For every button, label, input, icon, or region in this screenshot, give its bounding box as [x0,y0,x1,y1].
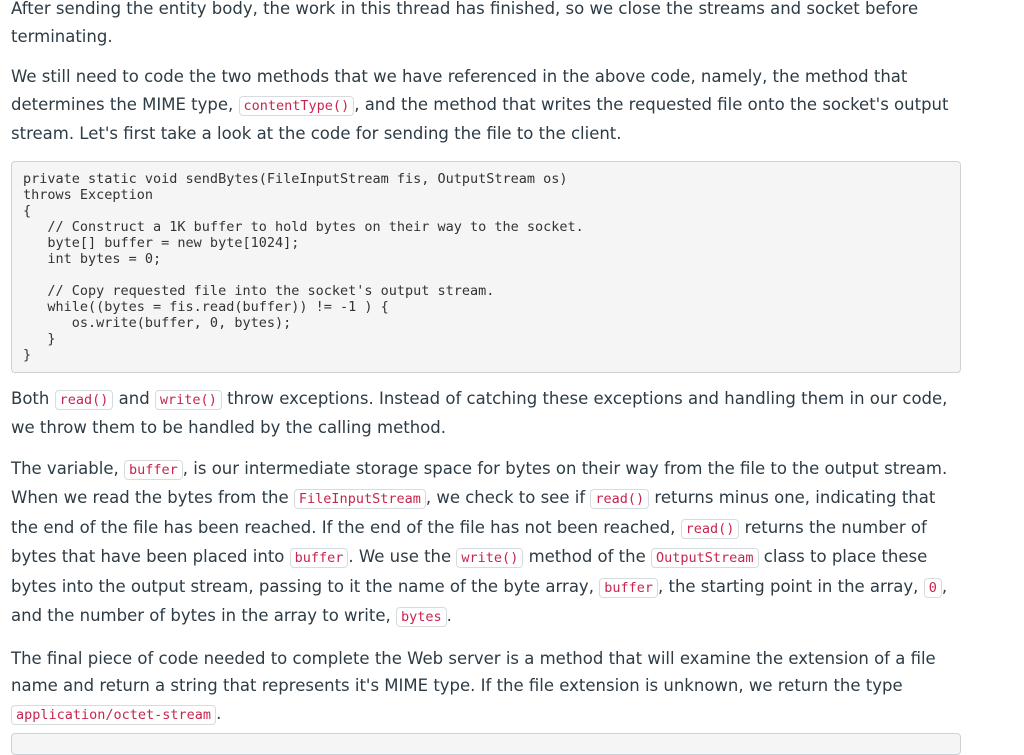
code-line: os.write(buffer, 0, bytes); [23,314,292,331]
code-block-next [11,733,961,755]
paragraph-text: The variable, [11,458,124,478]
paragraph-text: After sending the entity body, the work in this thread has finished, so we close the streams and socket before terminating. [11,0,919,46]
paragraph-text: class to place these bytes into the output stream, passing to it the name of the byte array, [11,547,928,596]
inline-code-outputstream: OutputStream [651,548,759,568]
paragraph-text: method of the [523,547,652,566]
code-line: byte[] buffer = new byte[1024]; [23,234,300,251]
code-line: } [23,330,56,347]
paragraph-text: . [446,606,452,625]
paragraph-methods-intro [11,63,961,148]
code-block-sendbytes [11,161,961,373]
paragraph-closing-streams [11,0,961,50]
paragraph-exceptions [11,385,961,442]
code-line: while((bytes = fis.read(buffer)) != -1 ) { [23,298,389,315]
inline-code-read: read() [55,390,114,410]
code-line: } [23,346,32,363]
paragraph-text: , the starting point in the array, [657,576,924,596]
code-line: // Copy requested file into the socket's output stream. [23,282,495,299]
paragraph-mime-method [11,645,961,730]
paragraph-text: and [113,388,155,408]
code-line: private static void sendBytes(FileInputStream fis, OutputStream os) [23,170,568,187]
paragraph-text: returns minus one, indicating that the end of the file has been reached. If the end of the file has not been reached, [11,488,936,537]
code-line: throws Exception [23,186,154,203]
paragraph-text: throw exceptions. Instead of catching these exceptions and handling them in our code, we throw them to be handled by the calling method. [11,388,948,437]
paragraph-buffer-explanation [11,455,961,632]
code-line: { [23,202,32,219]
inline-code-buffer: buffer [124,460,183,480]
inline-code-zero: 0 [924,578,942,598]
paragraph-text: . [216,703,222,723]
paragraph-text: , we check to see if [425,488,591,507]
paragraph-text: . We use the [348,547,457,566]
inline-code-octet-stream: application/octet-stream [11,705,216,725]
inline-code-write: write() [155,390,222,410]
article-content [11,0,961,729]
paragraph-text: We still need to code the two methods that we have referenced in the above code, namely, the method that determines the MIME type, [11,67,908,114]
inline-code-fileinputstream: FileInputStream [294,489,426,509]
inline-code-read: read() [590,489,649,509]
code-line: // Construct a 1K buffer to hold bytes on their way to the socket. [23,218,584,235]
paragraph-text: Both [11,388,55,408]
paragraph-text: returns the number of bytes that have been placed into [11,517,927,566]
paragraph-text: The final piece of code needed to complete the Web server is a method that will examine the extension of a file name and return a string that represents it's MIME type. If the file extension is unknown, we return the type [11,648,936,695]
inline-code-buffer: buffer [290,548,349,568]
inline-code-write: write() [456,548,523,568]
inline-code-contenttype: contentType() [239,96,355,116]
paragraph-text: , and the number of bytes in the array to write, [11,576,948,625]
paragraph-text: , and the method that writes the requested file onto the socket's output stream. Let's first take a look at the code for sending the file to the client. [11,94,949,143]
inline-code-read: read() [681,519,740,539]
inline-code-bytes: bytes [396,607,447,627]
code-line: int bytes = 0; [23,250,162,267]
paragraph-text: , is our intermediate storage space for bytes on their way from the file to the output stream. When we read the bytes from the [11,458,948,507]
inline-code-buffer: buffer [599,578,658,598]
